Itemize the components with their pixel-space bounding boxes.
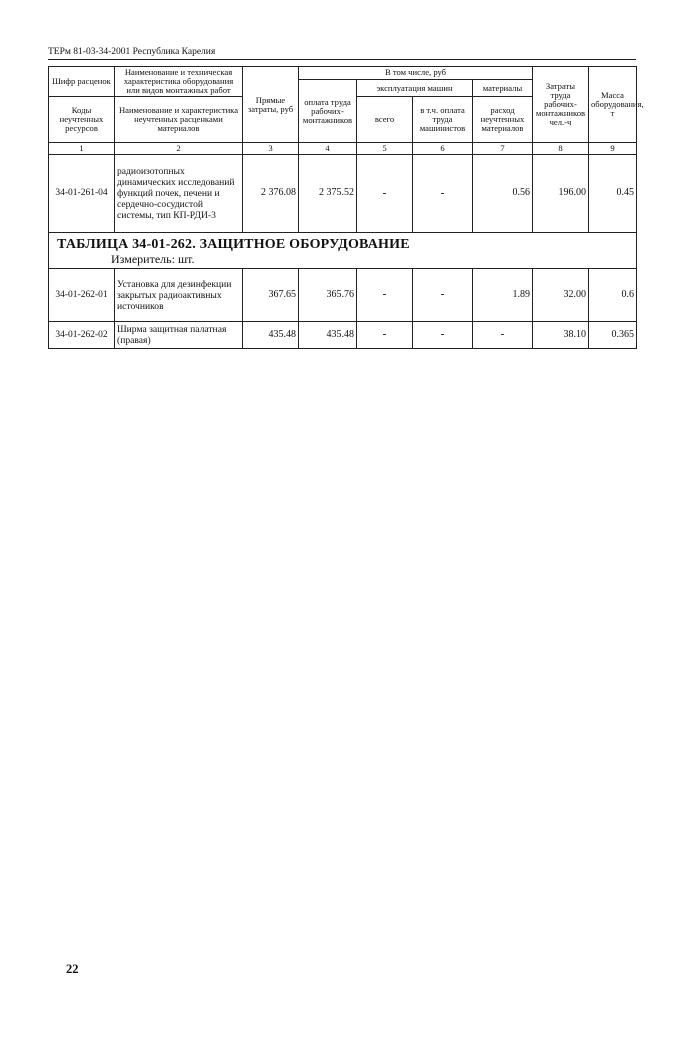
column-number: 8 [533, 143, 589, 155]
table-row [49, 322, 637, 349]
column-number: 1 [49, 143, 115, 155]
row-code: 34-01-262-01 [49, 269, 115, 322]
row-labor-hours: 196.00 [533, 155, 589, 233]
row-materials: 1.89 [473, 269, 533, 322]
header-name-top: Наименование и техническая характеристика оборудования или видов монтажных работ [115, 67, 243, 97]
section-title: ТАБЛИЦА 34-01-262. ЗАЩИТНОЕ ОБОРУДОВАНИЕ [49, 233, 637, 253]
header-direct-costs: Прямые затраты, руб [243, 67, 299, 143]
header-mass: Масса оборудования, т [589, 67, 637, 143]
row-materials: - [473, 322, 533, 349]
rates-table [48, 66, 644, 349]
row-machines-total: - [357, 155, 413, 233]
row-machines-pay: - [413, 322, 473, 349]
header-labor-hours: Затраты труда рабочих-монтажников чел.-ч [533, 67, 589, 143]
row-direct-costs: 367.65 [243, 269, 299, 322]
column-number: 4 [299, 143, 357, 155]
header-materials-consumption: расход неучтенных материалов [473, 97, 533, 143]
row-code: 34-01-262-02 [49, 322, 115, 349]
table-row [49, 269, 637, 322]
row-materials: 0.56 [473, 155, 533, 233]
row-mass: 0.45 [589, 155, 637, 233]
header-machines-pay: в т.ч. оплата труда машинистов [413, 97, 473, 143]
document-header: ТЕРм 81-03-34-2001 Республика Карелия [48, 47, 636, 60]
column-number: 5 [357, 143, 413, 155]
row-labor-pay: 435.48 [299, 322, 357, 349]
header-labor-pay: оплата труда рабочих-монтажников [299, 80, 357, 143]
section-measure: Измеритель: шт. [49, 253, 637, 269]
column-number: 7 [473, 143, 533, 155]
header-including: В том числе, руб [299, 67, 533, 80]
row-name: радиоизотопных динамических исследований функций почек, печени и сердечно-сосудистой системы, тип КП-РДИ-3 [115, 155, 243, 233]
row-direct-costs: 2 376.08 [243, 155, 299, 233]
column-number: 6 [413, 143, 473, 155]
page-number: 22 [66, 962, 79, 976]
column-number: 2 [115, 143, 243, 155]
row-labor-pay: 2 375.52 [299, 155, 357, 233]
row-direct-costs: 435.48 [243, 322, 299, 349]
header-resource-codes: Коды неучтенных ресурсов [49, 97, 115, 143]
row-labor-hours: 32.00 [533, 269, 589, 322]
row-mass: 0.365 [589, 322, 637, 349]
row-name: Установка для дезинфекции закрытых радиоактивных источников [115, 269, 243, 322]
row-machines-total: - [357, 322, 413, 349]
column-number: 3 [243, 143, 299, 155]
row-labor-pay: 365.76 [299, 269, 357, 322]
row-mass: 0.6 [589, 269, 637, 322]
row-machines-total: - [357, 269, 413, 322]
row-code: 34-01-261-04 [49, 155, 115, 233]
header-machines: эксплуатация машин [357, 80, 473, 97]
row-name: Ширма защитная палатная (правая) [115, 322, 243, 349]
header-shifr: Шифр расценок [49, 67, 115, 97]
row-machines-pay: - [413, 155, 473, 233]
row-machines-pay: - [413, 269, 473, 322]
table-row [49, 155, 637, 233]
column-number: 9 [589, 143, 637, 155]
header-materials: материалы [473, 80, 533, 97]
row-labor-hours: 38.10 [533, 322, 589, 349]
header-machines-total: всего [357, 97, 413, 143]
header-name-bottom: Наименование и характеристика неучтенных расценками материалов [115, 97, 243, 143]
